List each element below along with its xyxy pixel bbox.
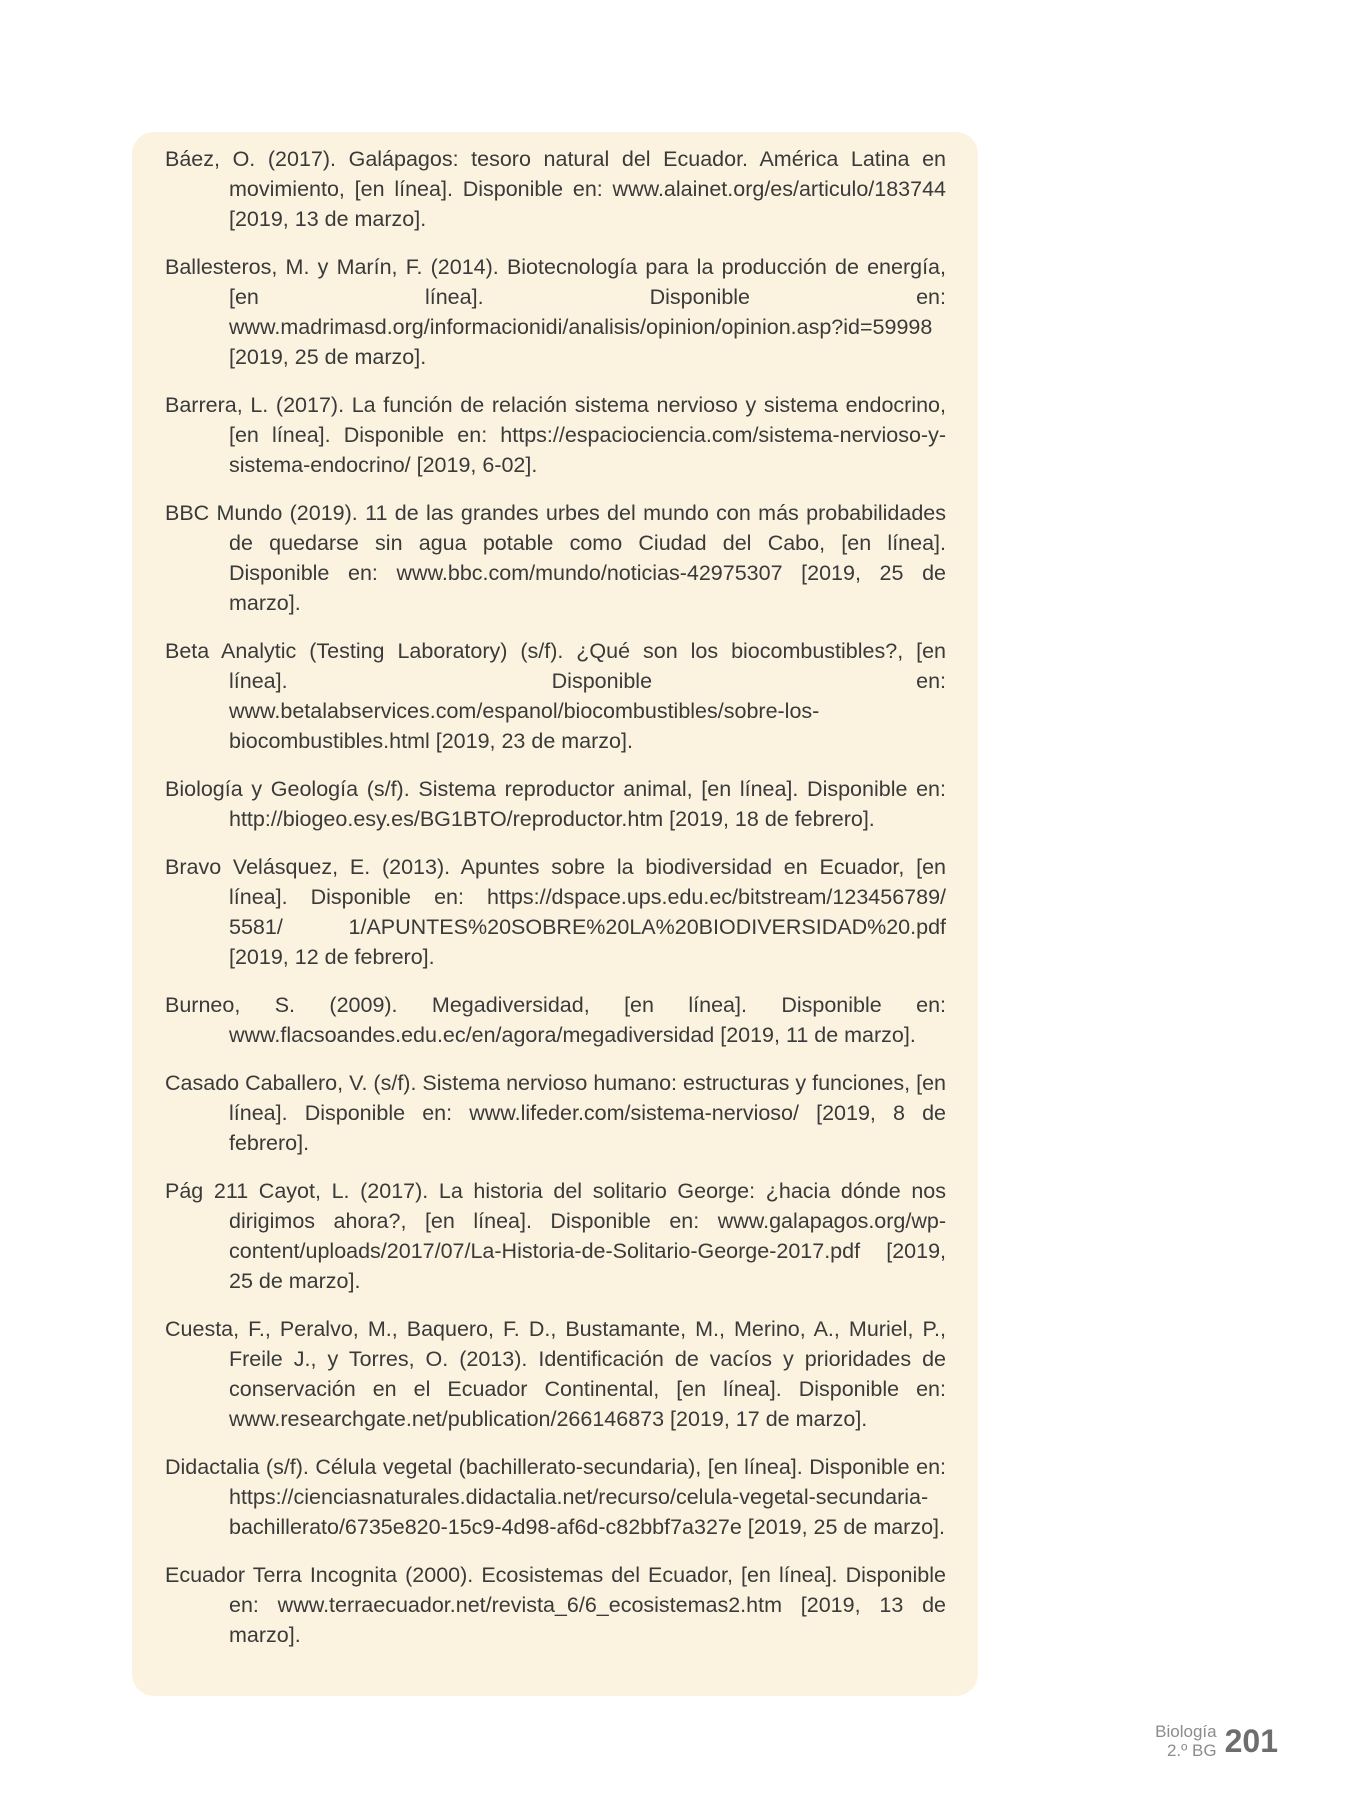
reference-item: Beta Analytic (Testing Laboratory) (s/f). ¿Qué son los biocombustibles?, [en línea]. Disponible en: www.betalabservices.com/espanol/biocombustibles/sobre-los-biocombustibles.html [2019, 23 de marzo].: [165, 639, 946, 753]
footer-subject-block: [1155, 1722, 1216, 1760]
reference-item: Ecuador Terra Incognita (2000). Ecosistemas del Ecuador, [en línea]. Disponible en: www.terraecuador.net/revista_6/6_ecosistemas2.htm [2019, 13 de marzo].: [165, 1563, 946, 1647]
references-panel: [132, 132, 978, 1696]
reference-item: Bravo Velásquez, E. (2013). Apuntes sobre la biodiversidad en Ecuador, [en línea]. Disponible en: https://dspace.ups.edu.ec/bitstream/123456789/ 5581/ 1/APUNTES%20SOBRE%20LA%20BIODIVERSIDAD%20.pdf [2019, 12 de febrero].: [165, 855, 946, 969]
reference-item: Ballesteros, M. y Marín, F. (2014). Biotecnología para la producción de energía, [en línea]. Disponible en: www.madrimasd.org/informacionidi/analisis/opinion/opinion.asp?id=59998 [2019, 25 de marzo].: [165, 255, 946, 369]
reference-item: Cuesta, F., Peralvo, M., Baquero, F. D., Bustamante, M., Merino, A., Muriel, P., Freile J., y Torres, O. (2013). Identificación de vacíos y prioridades de conservación en el Ecuador Continental, [en línea]. Disponible en: www.researchgate.net/publication/266146873 [2019, 17 de marzo].: [165, 1317, 946, 1431]
reference-item: Báez, O. (2017). Galápagos: tesoro natural del Ecuador. América Latina en movimiento, [en línea]. Disponible en: www.alainet.org/es/articulo/183744 [2019, 13 de marzo].: [165, 147, 946, 231]
reference-list: [165, 144, 946, 1650]
footer-grade: 2.º BG: [1166, 1741, 1217, 1760]
reference-item: Burneo, S. (2009). Megadiversidad, [en línea]. Disponible en: www.flacsoandes.edu.ec/en/agora/megadiversidad [2019, 11 de marzo].: [165, 993, 946, 1047]
reference-item: Casado Caballero, V. (s/f). Sistema nervioso humano: estructuras y funciones, [en línea]. Disponible en: www.lifeder.com/sistema-nervioso/ [2019, 8 de febrero].: [165, 1071, 946, 1155]
reference-item: Pág 211 Cayot, L. (2017). La historia del solitario George: ¿hacia dónde nos dirigimos ahora?, [en línea]. Disponible en: www.galapagos.org/wp-content/uploads/2017/07/La-Historia-de-Solitario-George-2017.pdf [2019, 25 de marzo].: [165, 1179, 946, 1293]
reference-item: Didactalia (s/f). Célula vegetal (bachillerato-secundaria), [en línea]. Disponible en: https://cienciasnaturales.didactalia.net/recurso/celula-vegetal-secundaria-bachillerato/6735e820-15c9-4d98-af6d-c82bbf7a327e [2019, 25 de marzo].: [165, 1455, 946, 1539]
footer-subject: Biología: [1155, 1722, 1217, 1741]
reference-item: Barrera, L. (2017). La función de relación sistema nervioso y sistema endocrino, [en línea]. Disponible en: https://espaciociencia.com/sistema-nervioso-y-sistema-endocrino/ [2019, 6-02].: [165, 393, 946, 477]
reference-item: BBC Mundo (2019). 11 de las grandes urbes del mundo con más probabilidades de quedarse sin agua potable como Ciudad del Cabo, [en línea]. Disponible en: www.bbc.com/mundo/noticias-42975307 [2019, 25 de marzo].: [165, 501, 946, 615]
reference-item: Biología y Geología (s/f). Sistema reproductor animal, [en línea]. Disponible en: http://biogeo.esy.es/BG1BTO/reproductor.htm [2019, 18 de febrero].: [165, 777, 946, 831]
page-number: 201: [1224, 1723, 1278, 1759]
page-footer: [1155, 1722, 1278, 1760]
